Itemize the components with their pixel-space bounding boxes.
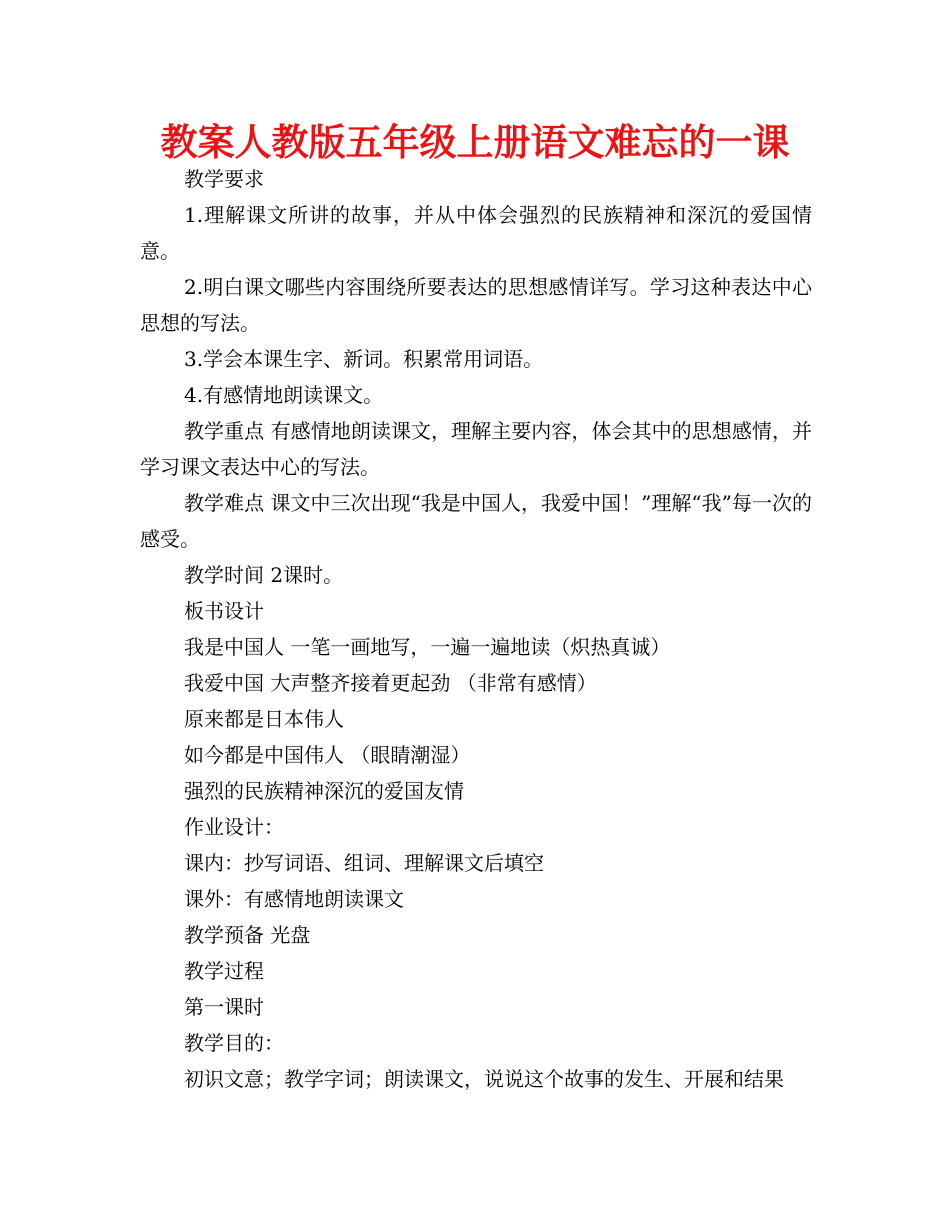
paragraph: 强烈的民族精神深沉的爱国友情 xyxy=(184,779,464,803)
paragraph: 作业设计： xyxy=(184,815,284,839)
paragraph: 板书设计 xyxy=(184,599,264,623)
paragraph: 教学要求 xyxy=(184,167,264,191)
paragraph: 1.理解课文所讲的故事，并从中体会强烈的民族精神和深沉的爱国情意。 xyxy=(140,203,812,263)
paragraph: 我爱中国 大声整齐接着更起劲 （非常有感情） xyxy=(184,671,597,695)
paragraph: 课外：有感情地朗读课文 xyxy=(184,887,404,911)
paragraph: 教学重点 有感情地朗读课文，理解主要内容，体会其中的思想感情，并学习课文表达中心的写法。 xyxy=(140,419,812,479)
paragraph: 教学预备 光盘 xyxy=(184,923,311,947)
paragraph: 如今都是中国伟人 （眼睛潮湿） xyxy=(184,743,471,767)
paragraph: 4.有感情地朗读课文。 xyxy=(184,383,384,407)
document-body xyxy=(140,161,812,1097)
paragraph: 初识文意；教学字词；朗读课文，说说这个故事的发生、开展和结果 xyxy=(184,1067,784,1091)
paragraph: 第一课时 xyxy=(184,995,264,1019)
paragraph: 教学难点 课文中三次出现“我是中国人，我爱中国！”理解“我”每一次的感受。 xyxy=(140,491,812,551)
paragraph: 教学时间 2课时。 xyxy=(184,563,344,587)
paragraph: 教学过程 xyxy=(184,959,264,983)
paragraph: 我是中国人 一笔一画地写，一遍一遍地读（炽热真诚） xyxy=(184,635,671,659)
paragraph: 3.学会本课生字、新词。积累常用词语。 xyxy=(184,347,544,371)
paragraph: 2.明白课文哪些内容围绕所要表达的思想感情详写。学习这种表达中心思想的写法。 xyxy=(140,275,812,335)
paragraph: 课内：抄写词语、组词、理解课文后填空 xyxy=(184,851,544,875)
paragraph: 教学目的： xyxy=(184,1031,284,1055)
paragraph: 原来都是日本伟人 xyxy=(184,707,344,731)
document-title: 教案人教版五年级上册语文难忘的一课 xyxy=(160,121,790,164)
